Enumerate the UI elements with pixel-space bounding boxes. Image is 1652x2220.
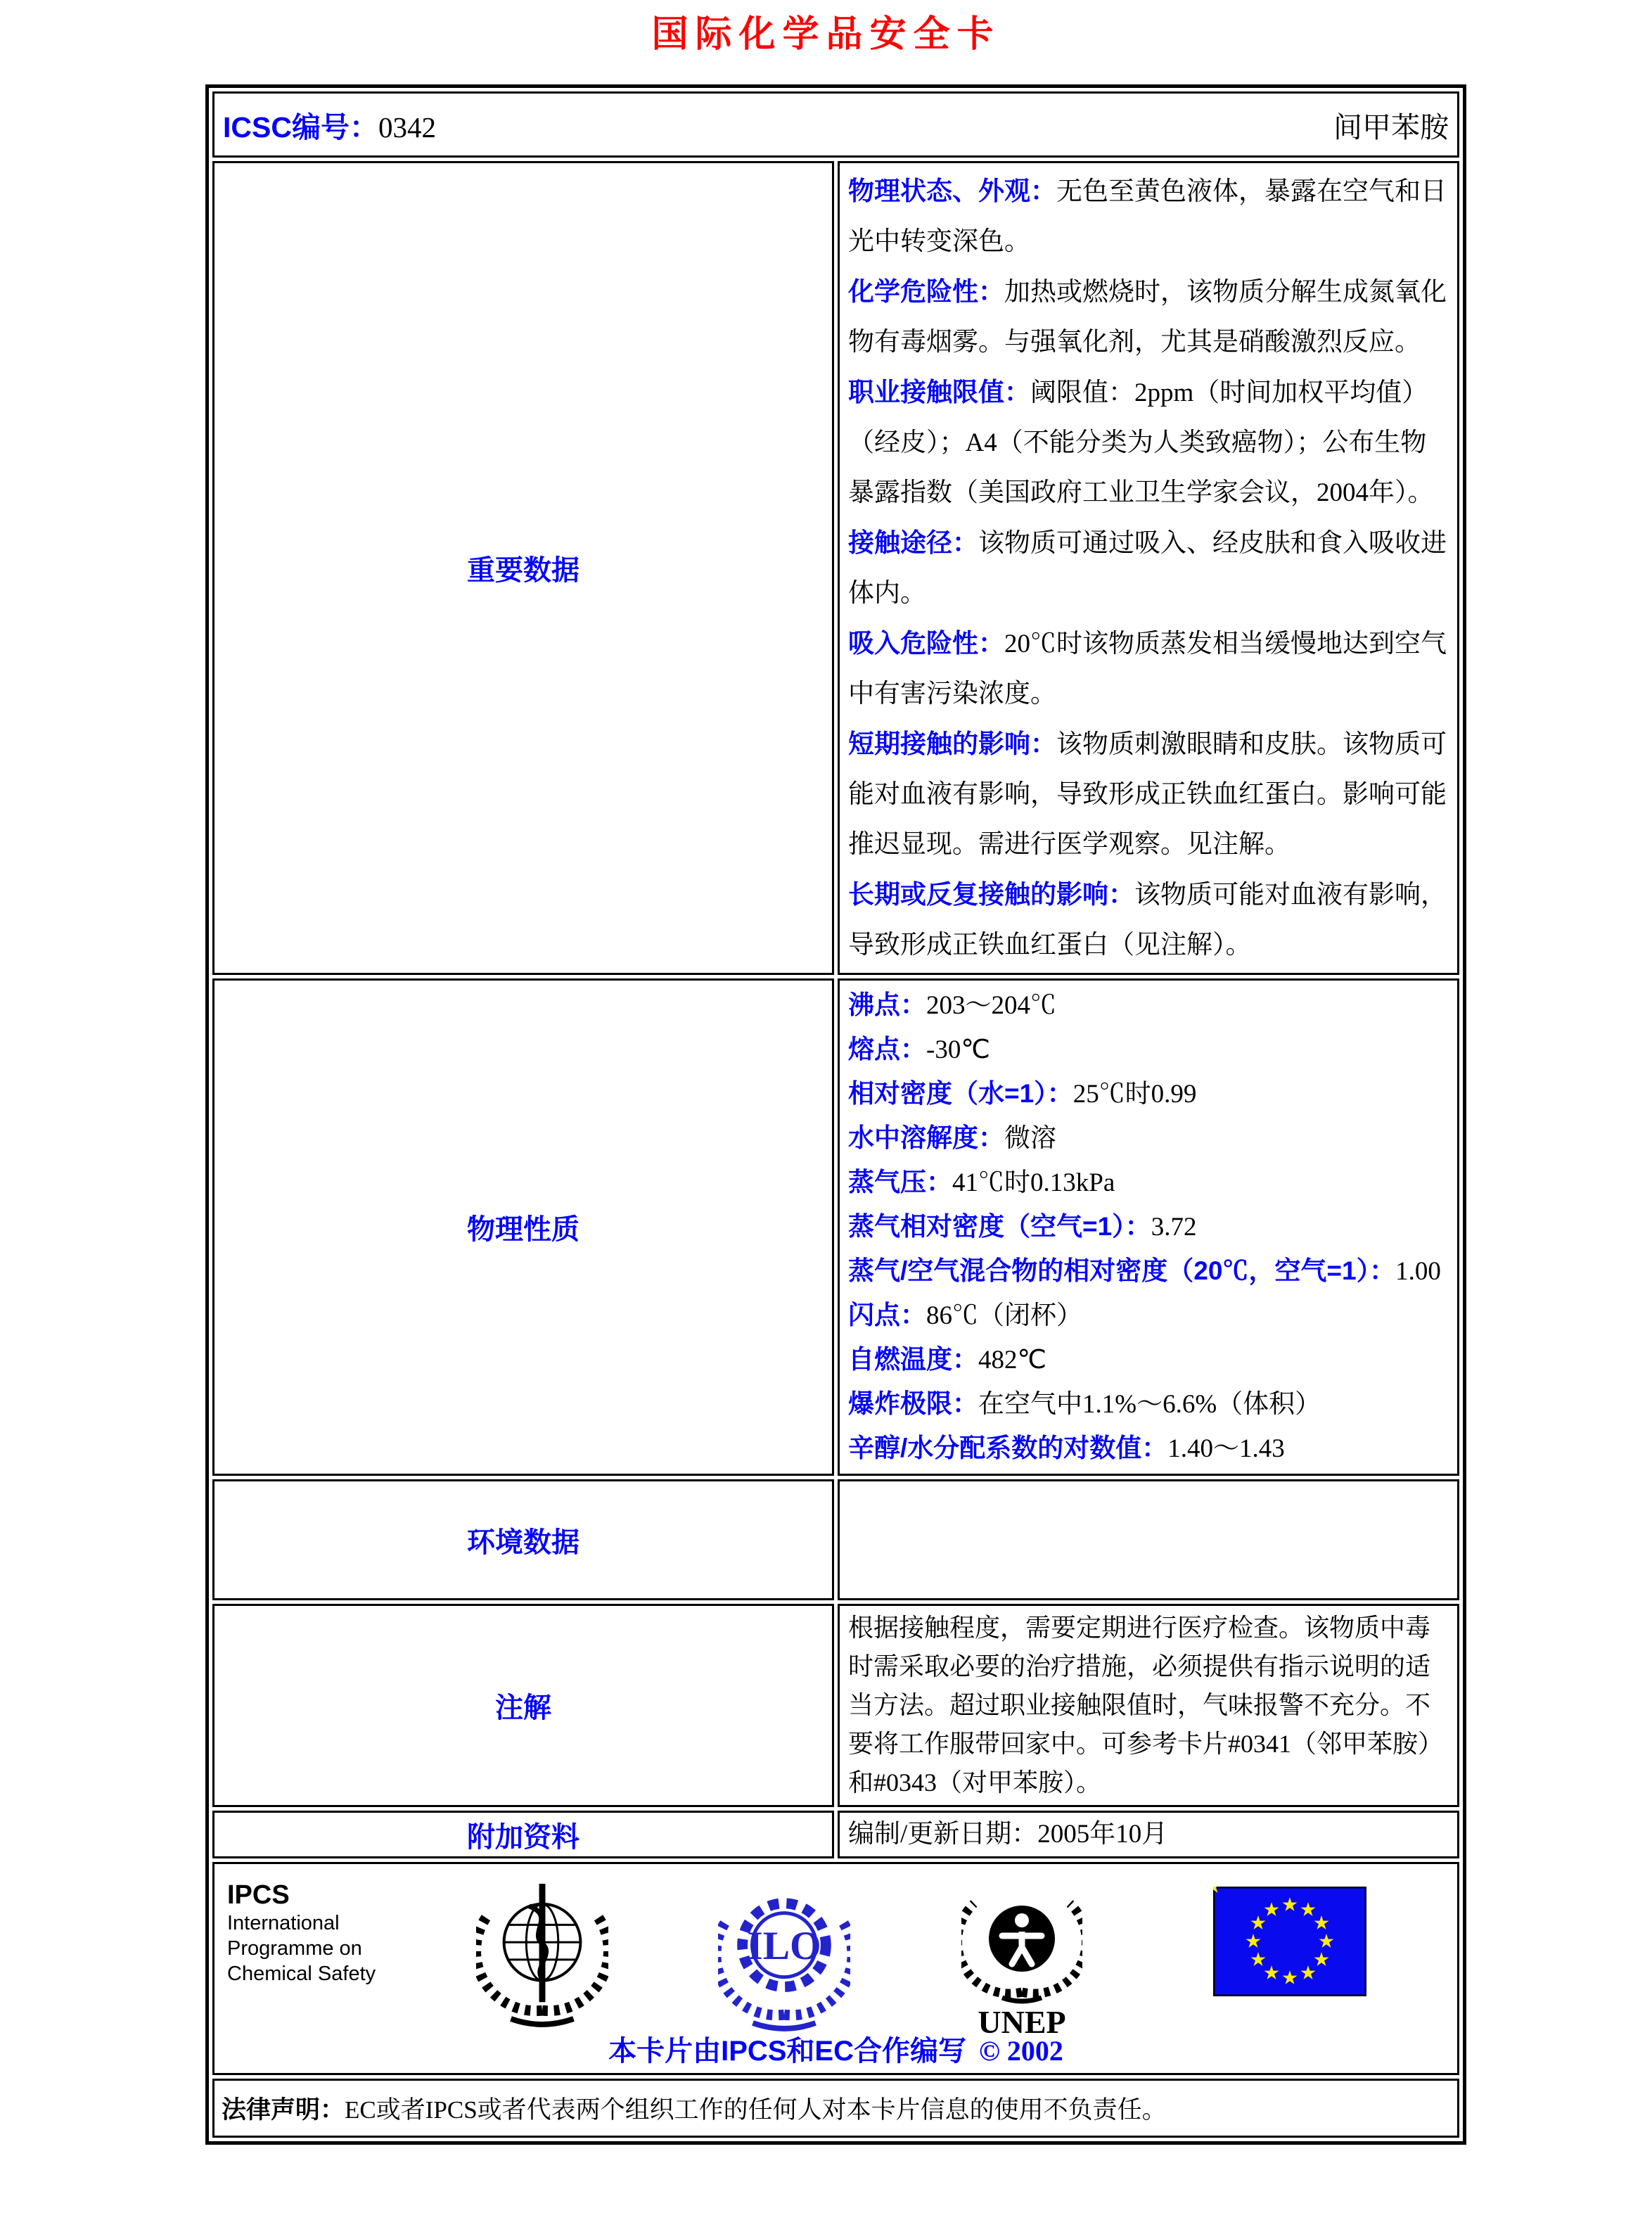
unep-label: UNEP xyxy=(978,2004,1066,2040)
physical-property-item: 沸点：203～204℃ xyxy=(848,990,1056,1020)
icsc-number-value: 0342 xyxy=(378,110,436,143)
important-data-item: 职业接触限值：阈限值：2ppm（时间加权平均值）（经皮）；A4（不能分类为人类致癌物）；公布生物暴露指数（美国政府工业卫生学家会议，2004年）。 xyxy=(848,378,1434,507)
physical-property-item: 辛醇/水分配系数的对数值：1.40～1.43 xyxy=(848,1434,1285,1463)
physical-property-item: 爆炸极限：在空气中1.1%～6.6%（体积） xyxy=(848,1389,1321,1419)
section-content-physical-properties xyxy=(838,978,1459,1476)
important-data-item: 长期或反复接触的影响：该物质可能对血液有影响，导致形成正铁血红蛋白（见注解）。 xyxy=(848,880,1447,959)
section-content-environmental-data xyxy=(838,1479,1459,1600)
important-data-item: 接触途径：该物质可通过吸入、经皮肤和食入吸收进体内。 xyxy=(848,528,1447,608)
physical-property-item: 相对密度（水=1）：25℃时0.99 xyxy=(848,1079,1197,1109)
section-label-environmental-data: 环境数据 xyxy=(212,1479,834,1600)
page-title: 国际化学品安全卡 xyxy=(651,14,1001,55)
ipcs-line2: Programme on xyxy=(227,1937,362,1960)
section-row-environmental-data xyxy=(212,1479,1459,1600)
section-label-important-data: 重要数据 xyxy=(212,161,834,975)
caption-text: 本卡片由IPCS和EC合作编写 xyxy=(608,2036,967,2067)
physical-property-item: 水中溶解度：微溶 xyxy=(848,1123,1056,1153)
section-content-important-data xyxy=(838,161,1459,975)
section-row-physical-properties xyxy=(212,978,1459,1476)
copyright-text: © 2002 xyxy=(979,2035,1063,2067)
important-data-item: 吸入危险性：20℃时该物质蒸发相当缓慢地达到空气中有害污染浓度。 xyxy=(848,629,1447,708)
physical-property-item: 自燃温度：482℃ xyxy=(848,1345,1047,1374)
physical-property-item: 闪点：86℃（闭杯） xyxy=(848,1301,1082,1330)
section-content-notes: 根据接触程度，需要定期进行医疗检查。该物质中毒时需采取必要的治疗措施，必须提供有指示说明的适当方法。超过职业接触限值时，气味报警不充分。不要将工作服带回家中。可参考卡片#0341（邻甲苯胺）和#0343（对甲苯胺）。 xyxy=(838,1604,1459,1807)
logos-cell xyxy=(212,1862,1459,2075)
important-data-item: 短期接触的影响：该物质刺激眼睛和皮肤。该物质可能对血液有影响，导致形成正铁血红蛋白。影响可能推迟显现。需进行医学观察。见注解。 xyxy=(848,729,1447,859)
safety-card-table xyxy=(205,84,1466,2145)
physical-property-item: 蒸气相对密度（空气=1）：3.72 xyxy=(848,1212,1197,1242)
ipcs-line1: International xyxy=(227,1912,340,1934)
section-content-additional-info: 编制/更新日期：2005年10月 xyxy=(838,1811,1459,1858)
who-emblem-icon xyxy=(476,1873,608,2033)
legal-text: EC或者IPCS或者代表两个组织工作的任何人对本卡片信息的使用不负责任。 xyxy=(345,2096,1167,2124)
section-label-physical-properties: 物理性质 xyxy=(212,978,834,1476)
ipcs-text-block xyxy=(227,1880,376,1986)
ipcs-acronym: IPCS xyxy=(227,1880,290,1910)
header-row xyxy=(212,91,1459,158)
chemical-name: 间甲苯胺 xyxy=(1333,110,1449,143)
physical-property-item: 蒸气/空气混合物的相对密度（20℃，空气=1）：1.00 xyxy=(848,1256,1441,1286)
svg-text:ILO: ILO xyxy=(747,1923,821,1968)
legal-label: 法律声明： xyxy=(222,2096,345,2124)
section-row-important-data xyxy=(212,161,1459,975)
important-data-item: 物理状态、外观：无色至黄色液体，暴露在空气和日光中转变深色。 xyxy=(848,177,1447,256)
legal-cell xyxy=(212,2079,1459,2138)
physical-property-item: 熔点：-30℃ xyxy=(848,1035,990,1064)
icsc-number xyxy=(223,104,436,146)
legal-row xyxy=(212,2079,1459,2138)
section-row-additional-info xyxy=(212,1811,1459,1858)
logos-row xyxy=(212,1862,1459,2075)
section-label-notes: 注解 xyxy=(212,1604,834,1807)
header-cell xyxy=(212,91,1459,158)
ipcs-line3: Chemical Safety xyxy=(227,1963,376,1985)
cooperation-caption xyxy=(214,2029,1457,2069)
unep-emblem-icon xyxy=(961,1874,1082,2041)
section-label-additional-info: 附加资料 xyxy=(212,1811,834,1858)
physical-property-item: 蒸气压：41℃时0.13kPa xyxy=(848,1168,1115,1197)
icsc-number-label: ICSC编号： xyxy=(223,110,378,143)
important-data-item: 化学危险性：加热或燃烧时，该物质分解生成氮氧化物有毒烟雾。与强氧化剂，尤其是硝酸激烈反应。 xyxy=(848,277,1447,357)
ilo-emblem-icon xyxy=(718,1874,850,2034)
section-row-notes xyxy=(212,1604,1459,1807)
eu-flag-icon xyxy=(1213,1887,1366,1996)
